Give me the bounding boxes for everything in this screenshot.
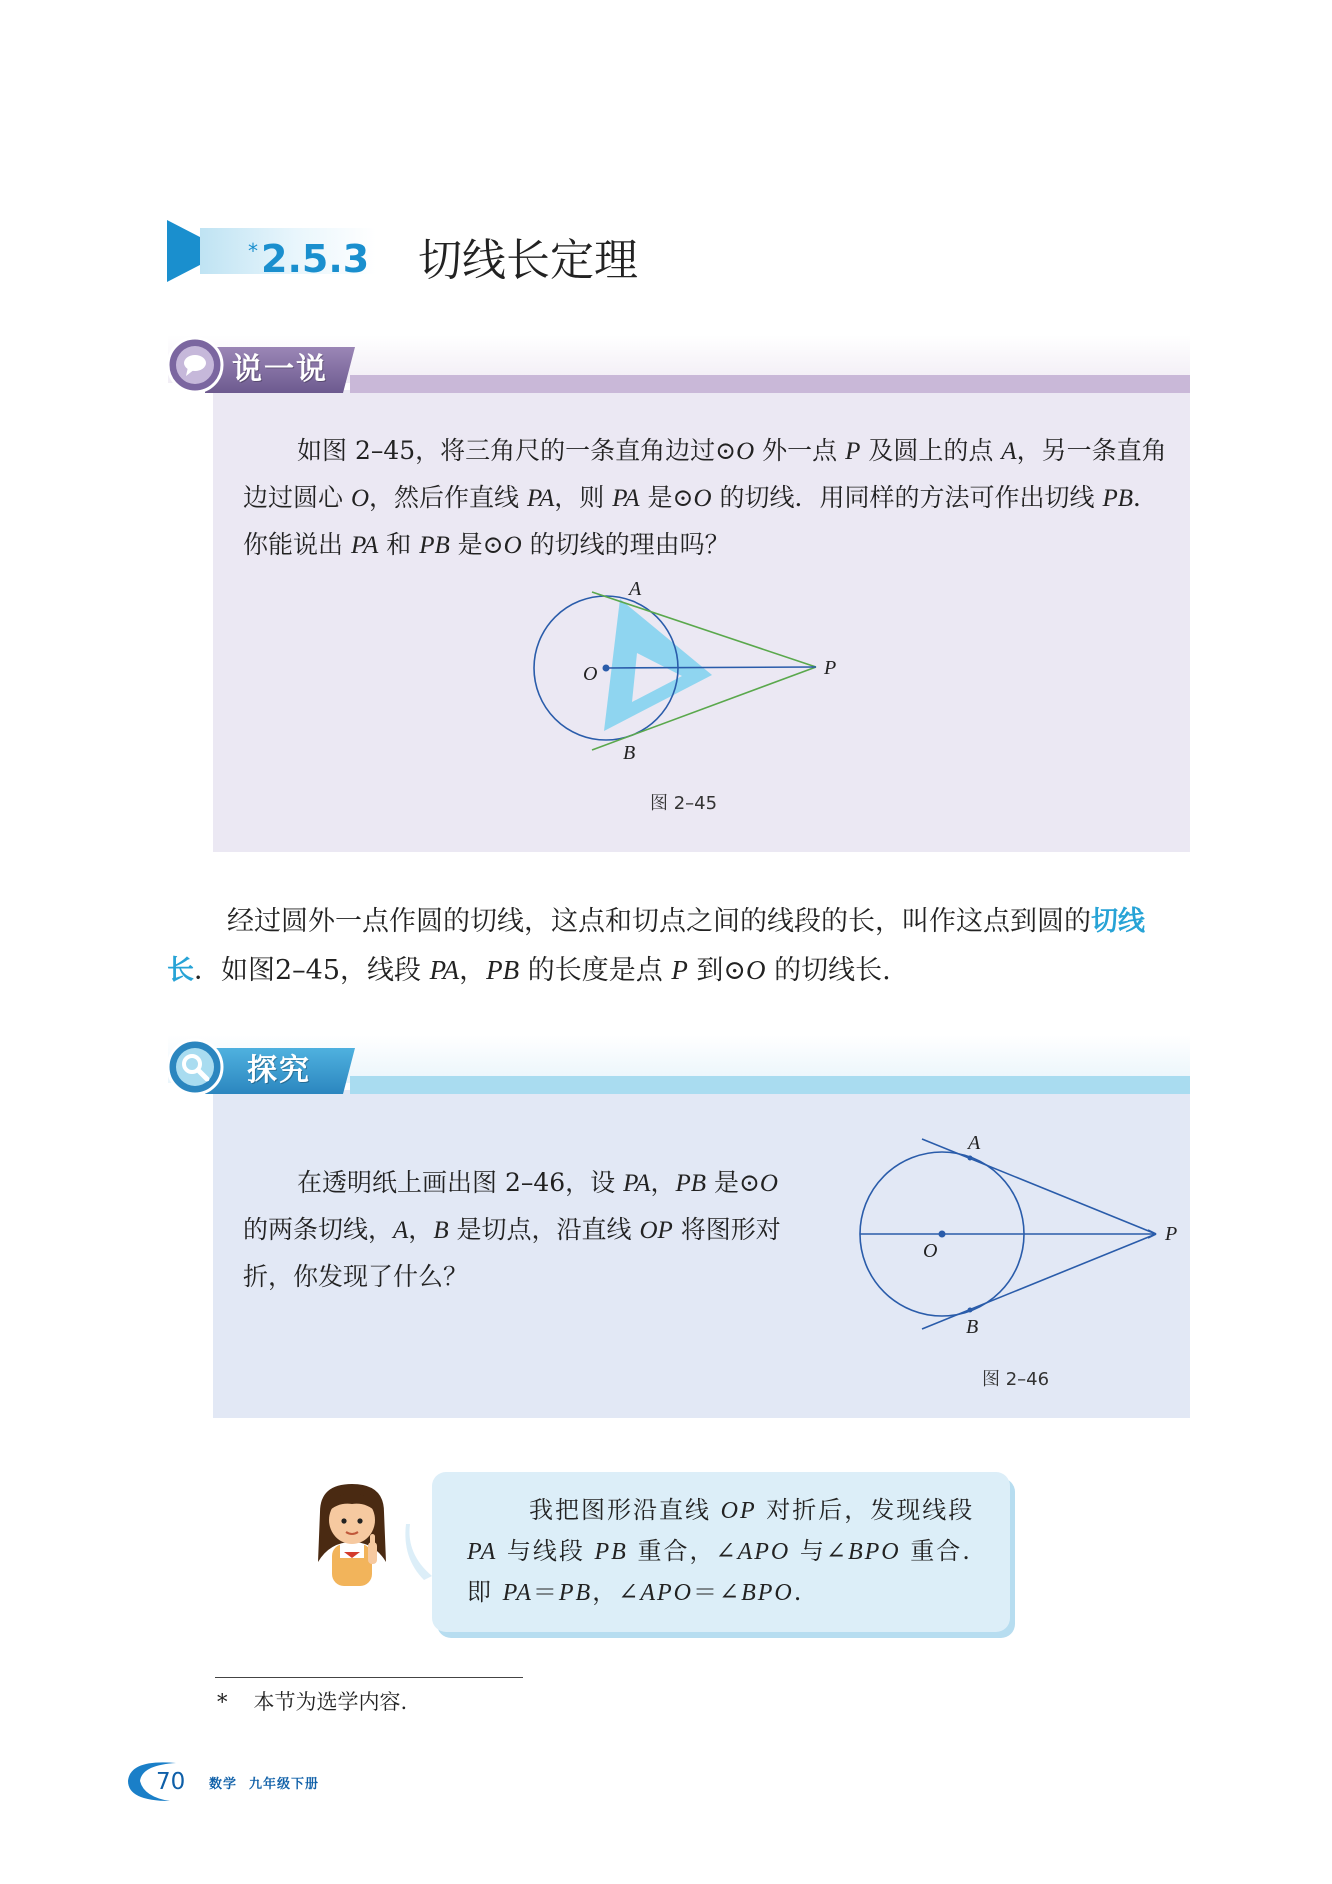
math-symbol: PA xyxy=(467,1539,498,1565)
figure-2-46-caption: 图 2–46 xyxy=(982,1369,1050,1390)
math-symbol: OP xyxy=(639,1217,673,1244)
talk-paragraph: 如图 2–45，将三角尺的一条直角边过⊙O 外一点 P 及圆上的点 A，另一条直角边过圆心 O，然后作直线 PA，则 PA 是⊙O 的切线．用同样的方法可作出切线 PB．你能说出 PA 和 PB 是⊙O 的切线的理由吗？ xyxy=(243,436,1167,559)
section-number xyxy=(248,228,370,281)
explore-icon xyxy=(166,1038,224,1096)
student-girl-illustration xyxy=(310,1484,442,1596)
math-symbol: BPO xyxy=(741,1580,794,1606)
tangent-point-b xyxy=(968,1308,973,1313)
math-symbol: PA xyxy=(429,955,460,985)
speech-icon xyxy=(166,336,224,394)
footnote-text: 本节为选学内容. xyxy=(253,1690,408,1714)
speech-bubble-text: 我把图形沿直线 OP 对折后，发现线段 PA 与线段 PB 重合，∠APO 与∠BPO 重合.即 PA＝PB，∠APO＝∠BPO. xyxy=(467,1496,975,1606)
section-title: 切线长定理 xyxy=(418,235,638,286)
label-b: B xyxy=(966,1316,979,1338)
definition-paragraph xyxy=(167,898,1191,995)
math-symbol: PA xyxy=(350,532,379,559)
math-symbol: P xyxy=(845,438,861,465)
tangent-point-a xyxy=(968,1156,973,1161)
math-symbol: APO xyxy=(640,1580,693,1606)
math-symbol: PB xyxy=(558,1580,593,1606)
math-symbol: PB xyxy=(675,1170,707,1197)
figure-2-46 xyxy=(850,1125,1190,1350)
math-symbol: PB xyxy=(1102,485,1133,512)
math-symbol: B xyxy=(433,1217,449,1244)
book-grade: 九年级下册 xyxy=(249,1777,320,1792)
definition-text: 经过圆外一点作圆的切线，这点和切点之间的线段的长，叫作这点到圆的 xyxy=(227,906,1091,937)
talk-header-band xyxy=(350,375,1190,393)
explore-header-band xyxy=(350,1076,1190,1094)
explore-paragraph: 在透明纸上画出图 2–46，设 PA，PB 是⊙O 的两条切线，A，B 是切点，沿直线 OP 将图形对折，你发现了什么？ xyxy=(243,1168,781,1291)
math-symbol: A xyxy=(1001,438,1017,465)
math-symbol: PB xyxy=(594,1539,628,1565)
footnote xyxy=(217,1686,407,1716)
math-symbol: O xyxy=(736,438,755,465)
book-subject: 数学 xyxy=(209,1777,238,1792)
label-o: O xyxy=(923,1240,938,1262)
math-symbol: PA xyxy=(612,485,640,512)
figure-2-45 xyxy=(520,575,850,765)
math-symbol: A xyxy=(393,1217,409,1244)
label-a: A xyxy=(968,1132,981,1154)
center-point xyxy=(603,665,610,672)
footnote-marker: * xyxy=(217,1690,228,1714)
tangent-pa xyxy=(922,1139,1156,1234)
page-number: 70 xyxy=(156,1769,186,1795)
math-symbol: APO xyxy=(737,1539,791,1565)
math-symbol: O xyxy=(350,485,370,512)
math-symbol: PA xyxy=(502,1580,533,1606)
math-symbol: O xyxy=(503,532,522,559)
math-symbol: P xyxy=(671,955,688,985)
footnote-rule xyxy=(215,1677,523,1678)
label-p: P xyxy=(1165,1223,1178,1245)
label-b: B xyxy=(623,742,636,764)
section-number-text: 2.5.3 xyxy=(261,237,370,281)
optional-marker: * xyxy=(248,239,258,263)
label-p: P xyxy=(824,657,837,679)
figure-2-45-caption: 图 2–45 xyxy=(650,793,718,814)
math-symbol: OP xyxy=(720,1498,757,1524)
label-o: O xyxy=(583,663,598,685)
math-symbol: PB xyxy=(419,532,450,559)
center-point xyxy=(939,1231,946,1238)
math-symbol: PB xyxy=(486,955,520,985)
line-op xyxy=(606,667,816,668)
math-symbol: BPO xyxy=(847,1539,901,1565)
math-symbol: PA xyxy=(623,1170,651,1197)
book-label xyxy=(209,1773,331,1792)
math-symbol: O xyxy=(693,485,712,512)
definition-rest: ．如图2–45，线段 PA，PB 的长度是点 P 到⊙O 的切线长. xyxy=(194,955,891,986)
math-symbol: O xyxy=(746,955,766,985)
math-symbol: O xyxy=(759,1170,778,1197)
math-symbol: PA xyxy=(526,485,555,512)
label-a: A xyxy=(629,578,642,600)
definition-term: 切线长 xyxy=(167,906,1145,986)
explore-tab-label: 探究 xyxy=(247,1053,311,1088)
talk-tab-label: 说一说 xyxy=(232,352,328,387)
tangent-pb xyxy=(922,1234,1156,1329)
